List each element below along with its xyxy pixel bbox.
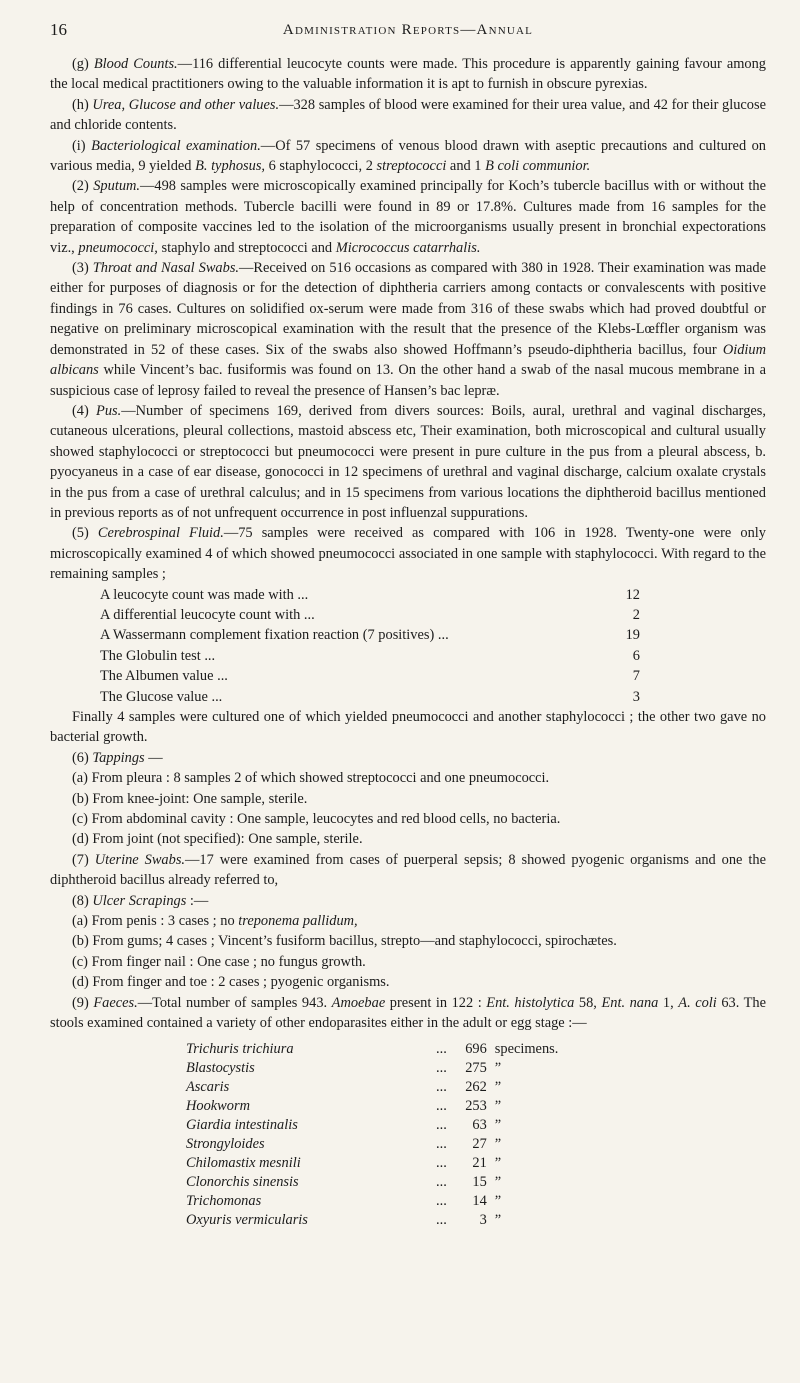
list-item: A Wassermann complement fixation reaction (7 positives) ... 19: [100, 627, 640, 644]
paragraph-pus: (4) Pus.—Number of specimens 169, derived from divers sources: Boils, aural, urethral and vaginal discharges, cutaneous ulcerations, pleural collections, mastoid abscess etc, Their examination, both microscopical and cultural usually showed staphylococci or streptococci but pneumococci were present in pure culture in the pus from a pleural abscess, b. pyocyaneus in a case of ear disease, gonococci in 12 specimens of urethral and vaginal discharge, calcium oxalate crystals in the pus from a case of urethral calculus; and in 15 specimens from various locations the diphtheroid bacillus mentioned in previous reports as of not unfrequent occurrence in post influenzal suppurations.: [50, 402, 766, 521]
paragraph-urea: (h) Urea, Glucose and other values.—328 samples of blood were examined for their urea value, and 42 for their glucose and chloride contents.: [50, 96, 766, 134]
list-item: (c) From abdominal cavity : One sample, leucocytes and red blood cells, no bacteria.: [72, 811, 561, 828]
table-row: Hookworm ... 253 ”: [186, 1097, 502, 1114]
table-row: Blastocystis ... 275 ”: [186, 1059, 502, 1076]
running-title: Administration Reports—Annual: [282, 22, 534, 38]
paragraph-ulcer-heading: (8) Ulcer Scrapings :—: [72, 892, 209, 909]
list-item: A differential leucocyte count with ... 2: [100, 606, 640, 623]
table-row: Trichomonas ... 14 ”: [186, 1192, 502, 1209]
list-item: (a) From penis : 3 cases ; no treponema pallidum,: [72, 913, 358, 930]
list-item: (d) From finger and toe : 2 cases ; pyogenic organisms.: [72, 974, 390, 991]
list-item: The Glucose value ... 3: [100, 688, 640, 705]
list-item: (a) From pleura : 8 samples 2 of which showed streptococci and one pneumococci.: [72, 770, 550, 787]
table-row: Ascaris ... 262 ”: [186, 1078, 502, 1095]
paragraph-tappings-heading: (6) Tappings —: [72, 749, 163, 766]
table-row: Clonorchis sinensis ... 15 ”: [186, 1173, 502, 1190]
paragraph-csf-finally: Finally 4 samples were cultured one of which yielded pneumococci and another staphylococci ; the other two gave no bacterial growth.: [50, 709, 766, 746]
paragraph-blood-counts: (g) Blood Counts.—116 differential leucocyte counts were made. This procedure is apparently gaining favour among the local medical practitioners owing to the valuable information it is apt to furnish in obscure pyrexias.: [50, 56, 766, 93]
table-row: Oxyuris vermicularis ... 3 ”: [186, 1211, 502, 1228]
page-header: [50, 20, 766, 50]
parasites-table: [186, 1040, 575, 1230]
paragraph-throat-swabs: (3) Throat and Nasal Swabs.—Received on 516 occasions as compared with 380 in 1928. Their examination was made either for purposes of diagnosis or for the detection of diphtheria carriers among contacts or convalescents with positive findings in 76 cases. Cultures on solidified ox-serum were made from 316 of these swabs which had proved doubtful or negative on preliminary microscopical examination with the result that the presence of the Klebs-Lœffler organism was demonstrated in 52 of these cases. Six of the swabs also showed Hoffmann’s pseudo-diphtheria bacillus, four Oidium albicans while Vincent’s bac. fusiformis was found on 13. On the other hand a swab of the nasal mucous membrane in a suspicious case of leprosy failed to reveal the presence of Hansen’s bac lepræ.: [50, 260, 766, 399]
page-number: 16: [50, 20, 67, 39]
list-item: (c) From finger nail : One case ; no fungus growth.: [72, 953, 366, 970]
list-item: The Globulin test ... 6: [100, 647, 640, 664]
csf-results-list: [100, 585, 640, 707]
table-row: Strongyloides ... 27 ”: [186, 1135, 502, 1152]
paragraph-sputum: (2) Sputum.—498 samples were microscopically examined principally for Koch’s tubercle bacillus with or without the help of concentration methods. Tubercle bacilli were found in 89 or 17.8%. Cultures made from 16 samples for the preparation of composite vaccines led to the isolation of the microorganisms usually present in bronchial expectorations viz., pneumococci, staphylo and streptococci and Micrococcus catarrhalis.: [50, 178, 767, 256]
paragraph-csf: (5) Cerebrospinal Fluid.—75 samples were received as compared with 106 in 1928. Twenty-one were only microscopically examined 4 of which showed pneumococci associated in one sample with staphylococci. With regard to the remaining samples ;: [50, 525, 766, 583]
paragraph-uterine-swabs: (7) Uterine Swabs.—17 were examined from cases of puerperal sepsis; 8 showed pyogenic organisms and one the diphtheroid bacillus already referred to,: [50, 851, 766, 889]
table-row: Chilomastix mesnili ... 21 ”: [186, 1154, 502, 1171]
paragraph-faeces: (9) Faeces.—Total number of samples 943. Amoebae present in 122 : Ent. histolytica 58, Ent. nana 1, A. coli 63. The stools examined contained a variety of other endoparasites either in the adult or egg stage :—: [50, 994, 766, 1032]
list-item: (b) From gums; 4 cases ; Vincent’s fusiform bacillus, strepto—and staphylococci, spirochætes.: [72, 933, 617, 950]
table-row: Giardia intestinalis ... 63 ”: [186, 1116, 502, 1133]
list-item: A leucocyte count was made with ... 12: [100, 586, 640, 603]
paragraph-bacteriological: (i) Bacteriological examination.—Of 57 specimens of venous blood drawn with aseptic precautions and cultured on various media, 9 yielded B. typhosus, 6 staphylococci, 2 streptococci and 1 B coli communior.: [50, 137, 766, 175]
list-item: (b) From knee-joint: One sample, sterile.: [72, 790, 308, 807]
table-row: Trichuris trichiura ... 696 specimens.: [186, 1040, 559, 1057]
list-item: The Albumen value ... 7: [100, 668, 640, 685]
list-item: (d) From joint (not specified): One sample, sterile.: [72, 831, 363, 848]
